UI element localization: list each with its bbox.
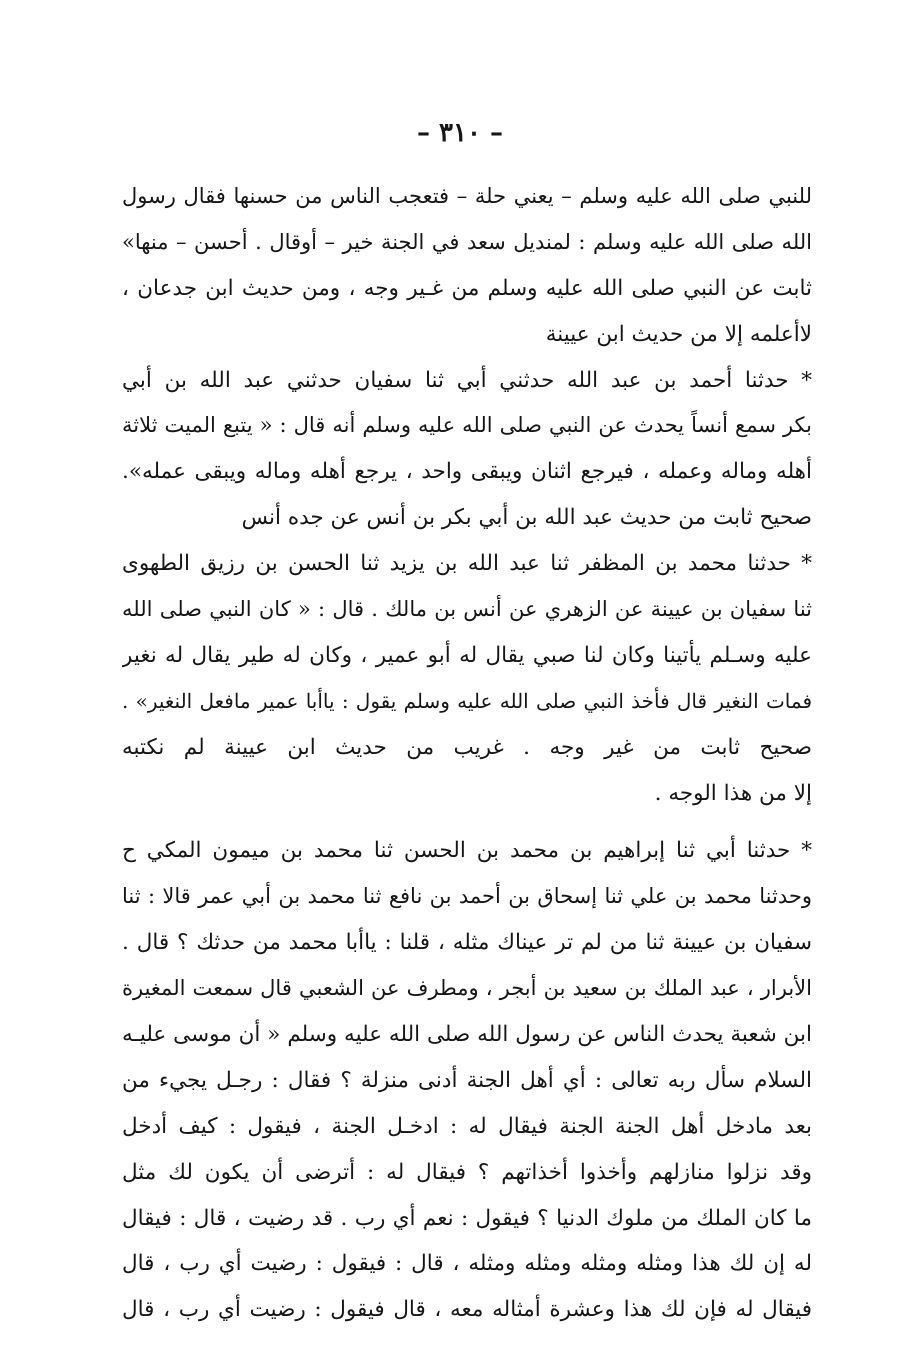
text-line: ثابت عن النبي صلى الله عليه وسلم من غـير وجه ، ومن حديث ابن جدعان ، — [122, 275, 812, 301]
text-line: وقد نزلوا منازلهم وأخذوا أخذاتهم ؟ فيقال له : أترضى أن يكون لك مثل — [122, 1159, 812, 1185]
text-line: فيقال له فإن لك هذا وعشرة أمثاله معه ، قال فيقول : رضيت أي رب ، قال — [122, 1297, 812, 1323]
text-line: فمات النغير قال فأخذ النبي صلى الله عليه وسلم يقول : ياأبا عمير مافعل النغير» . — [122, 688, 812, 713]
text-line: وحدثنا محمد بن علي ثنا إسحاق بن أحمد بن نافع ثنا محمد بن أبي عمر قالا : ثنا — [122, 884, 812, 909]
text-line: لاأعلمه إلا من حديث ابن عيينة — [545, 321, 812, 347]
text-line: بعد مادخل أهل الجنة الجنة فيقال له : ادخـل الجنة ، فيقول : كيف أدخل — [122, 1113, 812, 1139]
hadith-start-line: * حدثنا محمد بن المظفر ثنا عبد الله بن يزيد ثنا الحسن بن رزيق الطهوى — [122, 551, 812, 577]
text-line: عليه وسـلم يأتينا وكان لنا صبي يقال له أبو عمير ، وكان له طير يقال له نغير — [122, 642, 812, 668]
page-text — [122, 174, 812, 1333]
hadith-start-line: * حدثنا أحمد بن عبد الله حدثني أبي ثنا سفيان حدثني عبد الله بن أبي — [122, 367, 812, 393]
text-line: سفيان بن عيينة ثنا من لم تر عيناك مثله ، قلنا : ياأبا محمد من حدثك ؟ قال . — [122, 930, 812, 956]
text-line: أهله وماله وعمله ، فيرجع اثنان ويبقى واحد ، يرجع أهله وماله ويبقى عمله». — [122, 459, 812, 485]
text-line: ثنا سفيان بن عيينة عن الزهري عن أنس بن مالك . قال : « كان النبي صلى الله — [122, 597, 812, 622]
text-line: له إن لك هذا ومثله ومثله ومثله ومثله ، قال : فيقول : رضيت أي رب ، قال — [122, 1251, 812, 1277]
text-line: ابن شعبة يحدث الناس عن رسول الله صلى الله عليه وسلم « أن موسى عليـه — [122, 1022, 812, 1048]
text-line: صحيح ثابت من غير وجه . غريب من حديث ابن عيينة لم نكتبه — [122, 734, 812, 760]
text-line: إلا من هذا الوجه . — [654, 780, 812, 806]
text-line: الأبرار ، عبد الملك بن سعيد بن أبجر ، ومطرف عن الشعبي قال سمعت المغيرة — [122, 976, 812, 1001]
paragraph-gap — [122, 816, 812, 828]
page-number: – ٣١٠ – — [416, 118, 504, 148]
text-line: الله صلى الله عليه وسلم : لمنديل سعد في الجنة خير – أوقال . أحسن – منها» — [122, 229, 812, 254]
text-line: ما كان الملك من ملوك الدنيا ؟ فيقول : نعم أي رب . قد رضيت ، قال : فيقال — [122, 1205, 812, 1231]
text-line: للنبي صلى الله عليه وسلم – يعني حلة – فتعجب الناس من حسنها فقال رسول — [122, 184, 812, 208]
text-line: بكر سمع أنساً يحدث عن النبي صلى الله عليه وسلم أنه قال : « يتبع الميت ثلاثة — [122, 413, 812, 438]
hadith-start-line: * حدثنا أبي ثنا إبراهيم بن محمد بن الحسن ثنا محمد بن ميمون المكي ح — [122, 838, 812, 864]
text-line: صحيح ثابت من حديث عبد الله بن أبي بكر بن أنس عن جده أنس — [241, 505, 812, 531]
text-line: السلام سأل ربه تعالى : أي أهل الجنة أدنى منزلة ؟ فقال : رجـل يجيء من — [122, 1067, 812, 1093]
